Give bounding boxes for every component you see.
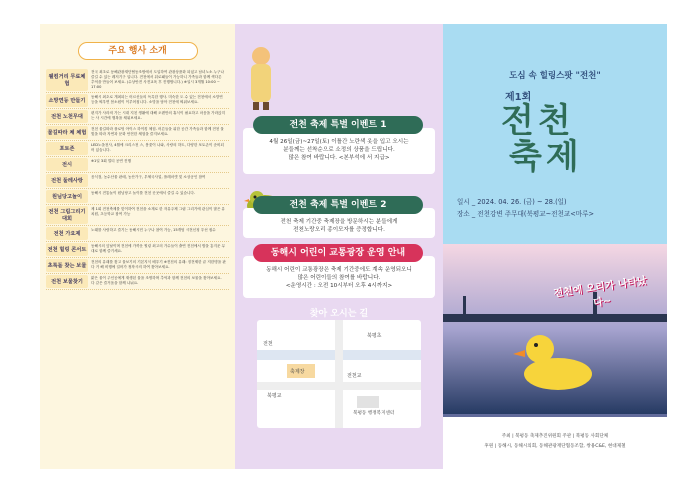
map-label-venue: 축제장 — [290, 369, 305, 375]
program-row — [46, 189, 229, 205]
program-row-text: 제 1회 전천축제를 맞이하여 전천을 소재로 한 자유주제 그림 그리기에 관심이 많은 유치원, 초등학교 참여 가능 — [91, 207, 226, 216]
program-row-text: 노래를 사랑하고 즐기는 동해시민 누구나 참여 가능, 15개팀 시전신청 우선 접수 — [91, 228, 216, 232]
event3-line: <운영시간 : 오전 10시부터 오후 4시까지> — [285, 283, 393, 289]
program-row-label: 전천 그림그리기 대회 — [46, 206, 88, 224]
event2-title: 전천 축제 특별 이벤트 2 — [253, 196, 423, 214]
program-list — [46, 68, 229, 290]
program-row-text: 맑은 물이 주인공에게 재생된 물을 조명하며 추억과 함께 전천의 보물을 찾아보세요. 다 같은 즐거움을 함께 나눠요. — [91, 276, 222, 285]
program-row-label: 물길따라 체 체험 — [46, 126, 88, 139]
program-row — [46, 109, 229, 125]
program-row — [46, 68, 229, 93]
program-row — [46, 93, 229, 109]
brochure — [40, 24, 667, 469]
event3-line: 많은 어린이들의 참여를 바랍니다. — [297, 275, 381, 281]
event1-line: 4월 26일(금)~27일(토) 이틀간 노란색 옷을 입고 오시는 — [269, 139, 409, 145]
cover-sponsor: 후원 | 동해시, 동해시의회, 동해관광재단협동조합, 쌍용C&E, 현대제철 — [484, 444, 626, 449]
event1-line: 많은 참여 바랍니다. <본부석에 서 지급> — [288, 155, 390, 161]
program-row-text: 편지가 사라져 가는 시대 지친 생활에 대해 오랜만의 휴식이 필요하고 마음을 가라앉히는 사 시간에 행복을 채워보세요. — [91, 111, 226, 120]
program-row-text: ※1일 3회 멀티 공연 진행 — [91, 159, 131, 163]
program-row-text: 동해시 전통놀이 원님당고 놀이를 전천 곳곳에서 즐길 수 있습니다. — [91, 191, 196, 195]
event1-box — [243, 128, 435, 174]
program-title: 주요 행사 소개 — [78, 42, 198, 60]
program-row-label: 초록돌 찾는 보물 — [46, 259, 88, 272]
program-row-label: 포토존 — [46, 142, 88, 155]
map-label-office: 북평동 행정복지센터 — [353, 411, 395, 416]
program-row-text: 음식점, 농수산물 판매, 농산가구, 우체국사업, 플레마켓 및 소상공인 참여 — [91, 175, 206, 179]
event2-line: 전천 축제 기간중 축제장을 방문하시는 분들에게 — [280, 219, 398, 225]
program-row-label: 전시 — [46, 158, 88, 171]
map-label-bridge2: 북평교 — [267, 393, 282, 399]
cover-place: 장소 _ 전천강변 주무대(북평교~전천교<마루> — [457, 210, 595, 218]
program-row-label: 전천 가요제 — [46, 227, 88, 240]
program-row-label: 웰컴거리 무료체험 — [46, 69, 88, 91]
program-row — [46, 157, 229, 173]
map-label-school: 북평초 — [367, 333, 382, 339]
event3-line: 동해시 어린이 교통광장은 축제 기간중에도 계속 운영되오니 — [266, 267, 412, 273]
program-row — [46, 226, 229, 242]
program-row-label: 전천 보물찾기 — [46, 275, 88, 288]
program-row — [46, 125, 229, 141]
cover-footer — [443, 417, 667, 469]
program-row — [46, 173, 229, 189]
event3-title: 동해시 어린이 교통광장 운영 안내 — [253, 244, 423, 262]
map-label-river: 전천 — [263, 341, 273, 347]
program-row — [46, 141, 229, 157]
map-label-bridge1: 전천교 — [347, 373, 362, 379]
program-row-label: 소망연등 만들기 — [46, 94, 88, 107]
program-row — [46, 205, 229, 226]
cover-panel — [443, 24, 667, 469]
program-row-text: 동해시의 앞날이며 전천에 가까운 힐링 최고의 가수들이 출연 전천에서 밤을 흥겨운 무대로 함께 즐기세요. — [91, 244, 226, 253]
cover-subtitle: 도심 속 힐링스팟 "전천" — [509, 71, 601, 81]
program-row-label: 원님당고놀이 — [46, 190, 88, 203]
cover-scene — [443, 244, 667, 414]
program-row — [46, 274, 229, 290]
event3-box — [243, 256, 435, 298]
events-panel — [235, 24, 443, 469]
program-row-text: 동해시 최초로 개최되는 어르신들의 독특한 행사. 미숙한 도 수 있는 전천에서 소망연등을 띄우면 봄소원이 이루어집니다. 소망을 담아 전천에 띄워보세요. — [91, 95, 223, 104]
program-panel — [40, 24, 235, 469]
event1-title: 전천 축제 특별 이벤트 1 — [253, 116, 423, 134]
cover-date: 일시 _ 2024. 04. 26. (금) ~ 28.(일) — [457, 198, 567, 206]
program-row-label: 전천 둘레사랑 — [46, 174, 88, 187]
program-row — [46, 258, 229, 274]
character-illustration — [241, 42, 281, 112]
program-row-label: 전천 힐링 콘서트 — [46, 243, 88, 256]
cover-title-line2: 축제 — [509, 137, 583, 177]
program-row-text: LED노을천사, 4월에 크리스천 스, 봄꽃이 나와, 사랑의 하트, 다양한 포토존이 준비되어 있습니다. — [91, 143, 224, 152]
program-row-text: 전천 물길따라 플로팅 아이스 하이킹 체험. 어른들을 위한 공간 가족들과 함께 전천 물빛을 따라 자연과 문화 안전한 체험을 즐겨보세요. — [91, 127, 224, 136]
cover-title-line1: 전천 — [501, 101, 575, 141]
directions-map — [257, 320, 421, 428]
program-row-label: 전천 노천무대 — [46, 110, 88, 123]
cover-edition: 제1회 — [505, 92, 532, 103]
cover-host: 주최 | 북평동 축제추진위원회 주관 | 북평동 사회단체 — [501, 434, 609, 439]
program-row — [46, 242, 229, 258]
event2-line: 전천노랑오리 종이모자를 증정합니다. — [293, 227, 385, 233]
program-row-text: 전국 최초로 동해관광재단협동조합에서 도입하여 관광상품화 되었고 남녀노소 누구나 즐길 수 있는 레저기구 입니다. 전천에서 뒤로패들이 가능하니 가족들과 함께 색다른 추억을 만들어 보세요. (수상안전 사전교육 후 진행합니다.) ※일시 3개월 10:00 ~ 17:00 — [91, 70, 224, 89]
cover-slogan: 전천에 오리가 나타났다~ — [552, 275, 648, 310]
event1-line: 분들께는 선착순으로 소정의 상품을 드립니다. — [283, 147, 395, 153]
directions-title: 찾아 오시는 길 — [309, 309, 369, 319]
program-row-text: 전천의 유래를 찾고 물보기의 기본지식 배우기 ※전천의 유래: 징전제한 끝 저한명을 판 다 거 해 비행에 걸어가 정착시켜 하여 찾아보세요. — [91, 260, 226, 269]
